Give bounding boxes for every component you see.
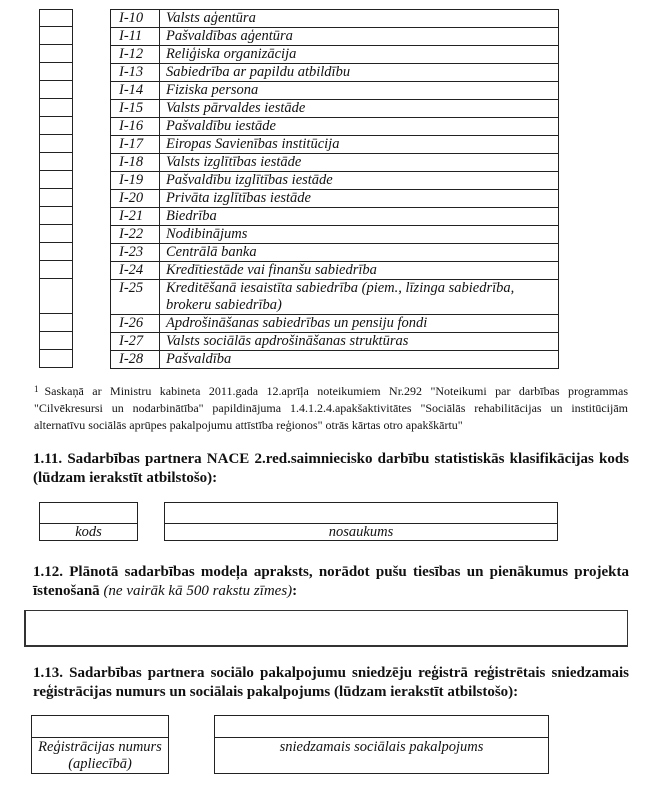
checkbox-i-15[interactable] — [39, 99, 73, 117]
table-row — [111, 351, 559, 369]
row-label: Reliģiska organizācija — [160, 46, 559, 64]
table-row — [111, 172, 559, 190]
row-code: I-12 — [111, 46, 160, 64]
registration-number-input[interactable] — [32, 716, 168, 738]
checkbox-column — [39, 9, 73, 368]
registration-number-box — [31, 715, 169, 774]
row-code: I-17 — [111, 136, 160, 154]
row-label: Pašvaldību iestāde — [160, 118, 559, 136]
row-code: I-20 — [111, 190, 160, 208]
row-code: I-22 — [111, 226, 160, 244]
checkbox-i-20[interactable] — [39, 189, 73, 207]
row-label: Pašvaldības aģentūra — [160, 28, 559, 46]
row-code: I-28 — [111, 351, 160, 369]
table-row — [111, 154, 559, 172]
registration-number-label: Reģistrācijas numurs (apliecībā) — [38, 739, 162, 772]
nace-code-box — [39, 502, 138, 541]
row-code: I-13 — [111, 64, 160, 82]
row-label: Kredītiestāde vai finanšu sabiedrība — [160, 262, 559, 280]
row-label: Centrālā banka — [160, 244, 559, 262]
nace-name-box — [164, 502, 558, 541]
row-code: I-15 — [111, 100, 160, 118]
row-code: I-19 — [111, 172, 160, 190]
row-code: I-16 — [111, 118, 160, 136]
footnote-marker: 1 — [34, 384, 39, 394]
checkbox-i-23[interactable] — [39, 243, 73, 261]
row-code: I-10 — [111, 10, 160, 28]
row-label: Pašvaldība — [160, 351, 559, 369]
table-row — [111, 64, 559, 82]
row-label: Sabiedrība ar papildu atbildību — [160, 64, 559, 82]
social-service-box — [214, 715, 549, 774]
checkbox-i-13[interactable] — [39, 63, 73, 81]
table-row — [111, 28, 559, 46]
table-row — [111, 244, 559, 262]
section-1-12-heading-text: 1.12. Plānotā sadarbības modeļa apraksts, norādot pušu tiesības un pienākumus projekta īstenošanā — [33, 564, 629, 599]
row-label: Nodibinājums — [160, 226, 559, 244]
social-service-label: sniedzamais sociālais pakalpojums — [279, 739, 484, 755]
checkbox-i-27[interactable] — [39, 332, 73, 350]
table-row — [111, 190, 559, 208]
table-row — [111, 280, 559, 315]
row-label: Valsts izglītības iestāde — [160, 154, 559, 172]
checkbox-i-26[interactable] — [39, 314, 73, 332]
table-row — [111, 82, 559, 100]
row-code: I-18 — [111, 154, 160, 172]
social-service-input[interactable] — [215, 716, 548, 738]
nace-code-label: kods — [75, 524, 102, 540]
checkbox-i-11[interactable] — [39, 27, 73, 45]
row-label: Fiziska persona — [160, 82, 559, 100]
row-code: I-27 — [111, 333, 160, 351]
row-code: I-26 — [111, 315, 160, 333]
row-code: I-21 — [111, 208, 160, 226]
table-row — [111, 136, 559, 154]
checkbox-i-19[interactable] — [39, 171, 73, 189]
nace-name-input[interactable] — [165, 503, 557, 524]
row-label: Pašvaldību izglītības iestāde — [160, 172, 559, 190]
checkbox-i-18[interactable] — [39, 153, 73, 171]
checkbox-i-22[interactable] — [39, 225, 73, 243]
section-1-12-heading-suffix: : — [292, 583, 298, 599]
checkbox-i-24[interactable] — [39, 261, 73, 279]
checkbox-i-12[interactable] — [39, 45, 73, 63]
row-label: Valsts sociālās apdrošināšanas struktūras — [160, 333, 559, 351]
footnote-text: Saskaņā ar Ministru kabineta 2011.gada 12.aprīļa noteikumiem Nr.292 "Noteikumi par darbības programmas "Cilvēkresursi un nodarbinātība" papildinājuma 1.4.1.2.4.apakšaktivitātes "Sociālās rehabilitācijas un institūcijām alternatīvu sociālās aprūpes pakalpojumu attīstība reģionos" otrās kārtas otro apakškārtu" — [34, 384, 628, 432]
row-code: I-11 — [111, 28, 160, 46]
legal-form-classification-table — [110, 9, 559, 369]
row-code: I-25 — [111, 280, 160, 315]
nace-name-label: nosaukums — [328, 524, 394, 540]
checkbox-i-28[interactable] — [39, 350, 73, 368]
cooperation-model-description-input[interactable] — [24, 610, 628, 647]
table-row — [111, 333, 559, 351]
row-label: Valsts pārvaldes iestāde — [160, 100, 559, 118]
section-1-13-heading: 1.13. Sadarbības partnera sociālo pakalpojumu sniedzēju reģistrā reģistrētais sniedzamais reģistrācijas numurs un sociālais pakalpojums (lūdzam ierakstīt atbilstošo): — [33, 665, 629, 700]
row-label: Biedrība — [160, 208, 559, 226]
row-code: I-24 — [111, 262, 160, 280]
checkbox-i-14[interactable] — [39, 81, 73, 99]
checkbox-i-10[interactable] — [39, 9, 73, 27]
section-1-11-heading: 1.11. Sadarbības partnera NACE 2.red.saimniecisko darbību statistiskās klasifikācijas kods (lūdzam ierakstīt atbilstošo): — [33, 451, 629, 486]
table-row — [111, 118, 559, 136]
table-row — [111, 315, 559, 333]
table-row — [111, 262, 559, 280]
checkbox-i-16[interactable] — [39, 117, 73, 135]
row-label: Apdrošināšanas sabiedrības un pensiju fondi — [160, 315, 559, 333]
row-label: Eiropas Savienības institūcija — [160, 136, 559, 154]
row-label: Kreditēšanā iesaistīta sabiedrība (piem., līzinga sabiedrība, brokeru sabiedrība) — [160, 280, 559, 315]
row-label: Valsts aģentūra — [160, 10, 559, 28]
table-row — [111, 10, 559, 28]
row-code: I-23 — [111, 244, 160, 262]
table-row — [111, 46, 559, 64]
row-label: Privāta izglītības iestāde — [160, 190, 559, 208]
section-1-12-heading — [33, 563, 629, 601]
row-code: I-14 — [111, 82, 160, 100]
section-1-12-heading-note: (ne vairāk kā 500 rakstu zīmes) — [103, 583, 293, 599]
nace-code-input[interactable] — [40, 503, 137, 524]
checkbox-i-17[interactable] — [39, 135, 73, 153]
table-row — [111, 100, 559, 118]
checkbox-i-25[interactable] — [39, 279, 73, 314]
checkbox-i-21[interactable] — [39, 207, 73, 225]
table-row — [111, 226, 559, 244]
table-row — [111, 208, 559, 226]
footnote — [34, 383, 628, 434]
